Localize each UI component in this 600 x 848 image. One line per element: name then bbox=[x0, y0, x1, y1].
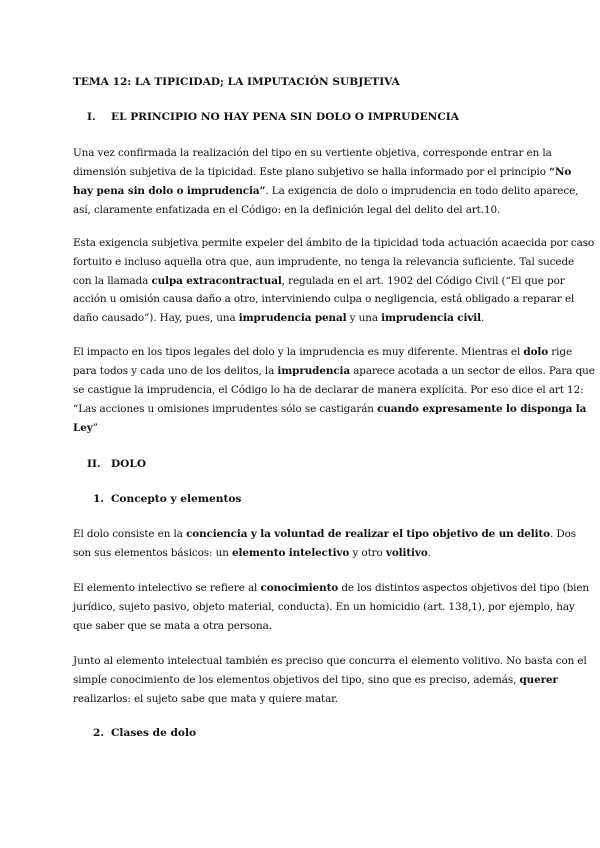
bold-text-run: conocimiento bbox=[260, 582, 339, 594]
bold-text-run: imprudencia penal bbox=[238, 312, 347, 325]
text-line bbox=[73, 346, 572, 359]
bold-text-run: imprudencia bbox=[277, 365, 350, 377]
text-run: con la llamada bbox=[73, 274, 152, 287]
section-1-heading bbox=[87, 111, 96, 123]
bold-text-run: cuando expresamente lo disponga la bbox=[377, 403, 587, 415]
bold-text-run: imprudencia civil bbox=[381, 312, 481, 325]
text-line bbox=[73, 601, 575, 614]
text-run: , regulada en el art. 1902 del Código Civil (“El que por bbox=[281, 274, 565, 287]
text-run: . Dos bbox=[550, 528, 577, 540]
text-line bbox=[73, 166, 571, 179]
bold-text-run: culpa extracontractual bbox=[151, 274, 282, 287]
text-run: “Las acciones u omisiones imprudentes sólo se castigarán bbox=[73, 403, 378, 415]
section-1-title: EL PRINCIPIO NO HAY PENA SIN DOLO O IMPRUDENCIA bbox=[111, 111, 459, 123]
bold-text-run: conciencia y la voluntad de realizar el tipo objetivo de un delito bbox=[186, 528, 551, 540]
text-run: son sus elementos básicos: un bbox=[73, 547, 233, 559]
text-run: de los distintos aspectos objetivos del tipo (bien bbox=[338, 582, 589, 594]
subsection-2-number: 2. bbox=[93, 727, 105, 739]
text-line bbox=[73, 237, 594, 250]
text-run: . La exigencia de dolo o imprudencia en todo delito aparece, bbox=[265, 185, 579, 197]
text-run: aparece acotada a un sector de ellos. Para que bbox=[350, 365, 595, 377]
bold-text-run: elemento intelectivo bbox=[232, 547, 350, 559]
text-run: . bbox=[427, 547, 431, 559]
text-line bbox=[73, 365, 595, 378]
text-run: El dolo consiste en la bbox=[73, 528, 187, 540]
text-line bbox=[73, 674, 558, 687]
text-line bbox=[73, 582, 589, 595]
text-run: acción u omisión causa daño a otro, interviniendo culpa o negligencia, está obligado a reparar el bbox=[73, 293, 575, 306]
text-run: y una bbox=[346, 312, 382, 325]
bold-text-run: “No bbox=[549, 166, 572, 178]
document-title: TEMA 12: LA TIPICIDAD; LA IMPUTACIÓN SUBJETIVA bbox=[73, 76, 400, 88]
text-line bbox=[73, 185, 578, 198]
text-run: ” bbox=[92, 422, 98, 434]
bold-text-run: volitivo bbox=[385, 547, 428, 559]
subsection-2-title: Clases de dolo bbox=[111, 727, 197, 739]
text-line bbox=[73, 312, 484, 325]
text-run: fortuito e incluso aquella otra que, aun imprudente, no tenga la relevancia suficiente. Tal sucede bbox=[73, 255, 575, 268]
text-run: . bbox=[480, 312, 485, 325]
text-line bbox=[73, 422, 98, 435]
text-run: daño causado”). Hay, pues, una bbox=[73, 312, 239, 325]
text-line bbox=[73, 620, 272, 633]
section-2-title: DOLO bbox=[111, 458, 147, 470]
text-run: se castigue la imprudencia, el Código lo ha de declarar de manera explícita. Por eso dice el art 12: bbox=[73, 384, 584, 396]
text-line bbox=[73, 693, 338, 706]
bold-text-run: dolo bbox=[523, 346, 549, 358]
bold-text-run: Ley bbox=[73, 422, 93, 434]
text-run: dimensión subjetiva de la tipicidad. Este plano subjetivo se halla informado por el principio bbox=[73, 166, 550, 178]
text-line bbox=[73, 204, 500, 217]
text-run: Esta exigencia subjetiva permite expeler del ámbito de la tipicidad toda actuación acaecida por caso bbox=[73, 237, 595, 249]
text-line bbox=[73, 147, 552, 160]
text-line bbox=[73, 655, 587, 668]
text-run: simple conocimiento de los elementos objetivos del tipo, sino que es preciso, además, bbox=[73, 674, 520, 686]
text-run: jurídico, sujeto pasivo, objeto material, conducta). En un homicidio (art. 138,1), por ejemplo, hay bbox=[73, 601, 575, 613]
text-line bbox=[73, 403, 586, 416]
text-line bbox=[73, 293, 574, 306]
text-run: Junto al elemento intelectual también es preciso que concurra el elemento volitivo. No basta con el bbox=[73, 655, 587, 667]
text-line bbox=[73, 275, 565, 288]
text-run: El impacto en los tipos legales del dolo y la imprudencia es muy diferente. Mientras el bbox=[73, 346, 524, 358]
text-run: para todos y cada uno de los delitos, la bbox=[73, 365, 278, 377]
text-line bbox=[73, 528, 576, 541]
text-run: realizarlos: el sujeto sabe que mata y quiere matar. bbox=[73, 693, 339, 705]
text-run: que saber que se mata a otra persona. bbox=[73, 620, 272, 632]
section-2-number: II. bbox=[87, 458, 101, 470]
text-line bbox=[73, 384, 583, 397]
section-1-number: I. bbox=[87, 111, 96, 123]
text-run: y otro bbox=[349, 547, 386, 559]
subsection-1-title: Concepto y elementos bbox=[111, 493, 242, 505]
text-line bbox=[73, 547, 431, 560]
text-run: El elemento intelectivo se refiere al bbox=[73, 582, 261, 594]
text-run: así, claramente enfatizada en el Código: en la definición legal del delito del art.10. bbox=[73, 204, 501, 216]
bold-text-run: querer bbox=[519, 674, 558, 686]
bold-text-run: hay pena sin dolo o imprudencia” bbox=[73, 185, 266, 197]
subsection-1-number: 1. bbox=[93, 493, 105, 505]
text-line bbox=[73, 256, 574, 269]
text-run: Una vez confirmada la realización del tipo en su vertiente objetiva, corresponde entrar en la bbox=[73, 147, 552, 159]
text-run: rige bbox=[548, 346, 572, 358]
